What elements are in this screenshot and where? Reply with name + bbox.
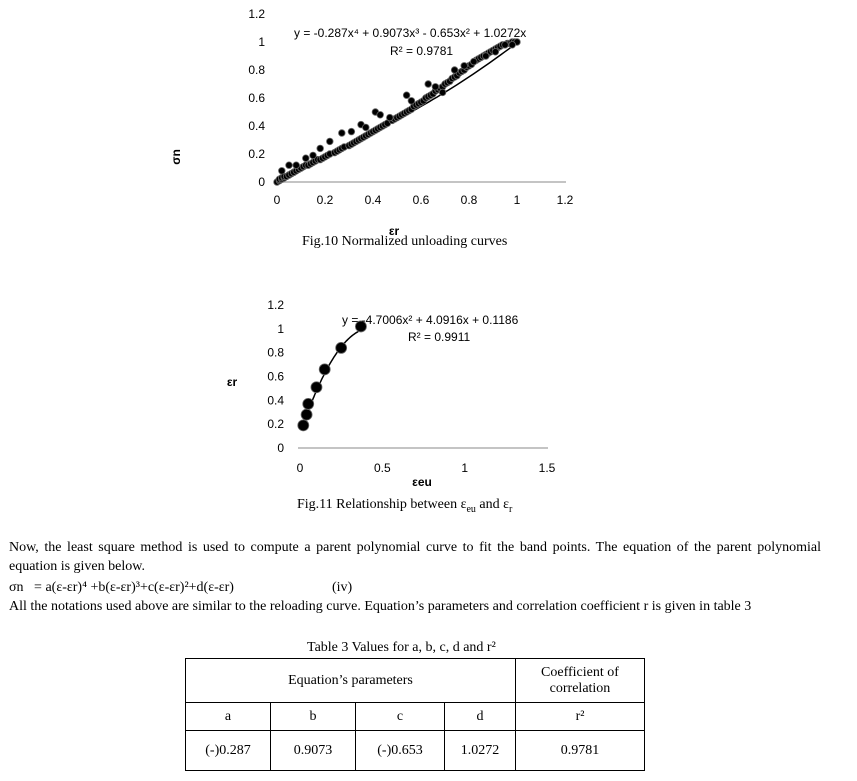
fig11-x-axis-label: εeu	[412, 475, 432, 489]
equation-number: (iv)	[332, 580, 353, 595]
fig11-r2: R² = 0.9911	[408, 330, 471, 344]
f11-xtick-label: 0	[296, 461, 304, 475]
f11-xtick-label: 1	[461, 461, 469, 475]
f11-data-point	[336, 342, 347, 353]
fig11-caption-mid: and ε	[475, 497, 509, 512]
fig10-x-axis-label: εr	[388, 224, 400, 238]
f10-data-point	[310, 152, 317, 159]
equation-line	[9, 578, 821, 597]
f10-xtick-label: 0	[273, 193, 281, 207]
f11-xtick-label: 1.5	[538, 461, 556, 475]
table3-header-coef: Coefficient of correlation	[516, 659, 645, 703]
table3-val-b: 0.9073	[271, 731, 356, 771]
f10-ytick-label: 0.8	[248, 63, 265, 77]
f10-data-point	[408, 98, 415, 105]
f10-data-point	[483, 53, 490, 60]
f10-ytick-label: 1.2	[248, 7, 265, 21]
f10-data-point	[387, 114, 394, 121]
f10-data-point	[286, 162, 293, 169]
fig11-points	[298, 321, 367, 431]
table3-val-a: (-)0.287	[186, 731, 271, 771]
table3-val-d: 1.0272	[445, 731, 516, 771]
fig10-y-axis-label: σn	[169, 149, 183, 165]
f11-data-point	[301, 409, 312, 420]
f11-ytick-label: 0.4	[267, 393, 284, 408]
f10-xtick-label: 0.6	[412, 193, 430, 207]
fig11-y-axis-label: εr	[226, 375, 238, 389]
table3-col-c: c	[356, 703, 445, 731]
f11-data-point	[319, 364, 330, 375]
table3-col-d: d	[445, 703, 516, 731]
f10-data-point	[461, 63, 468, 70]
table3-val-c: (-)0.653	[356, 731, 445, 771]
f10-xtick-label: 1.2	[556, 193, 574, 207]
fig10-points	[274, 39, 521, 186]
f11-ytick-label: 0.6	[267, 369, 284, 384]
f10-data-point	[432, 84, 439, 91]
fig11-chart	[220, 295, 580, 495]
table3-header-params: Equation’s parameters	[186, 659, 516, 703]
f11-data-point	[311, 382, 322, 393]
equation-text: σn = a(ε-εr)⁴ +b(ε-εr)³+c(ε-εr)²+d(ε-εr)	[9, 580, 234, 595]
f10-xtick-label: 1	[513, 193, 521, 207]
f10-xtick-label: 0.4	[364, 193, 382, 207]
fig11-y-ticks	[267, 298, 284, 455]
fig10-r2: R² = 0.9781	[390, 44, 454, 58]
fig11-caption-prefix: Fig.11 Relationship between ε	[297, 497, 467, 512]
f10-data-point	[317, 145, 324, 152]
f11-data-point	[303, 398, 314, 409]
paragraph-notations: All the notations used above are similar to the reloading curve. Equation’s parameters and correlation coefficient r is given in table 3	[9, 599, 752, 614]
f10-data-point	[509, 42, 516, 49]
f10-data-point	[439, 89, 446, 96]
f10-ytick-label: 0	[258, 175, 265, 189]
f11-ytick-label: 1	[277, 321, 284, 336]
f10-data-point	[425, 81, 432, 88]
f10-data-point	[502, 42, 509, 49]
fig11-x-ticks	[297, 461, 556, 475]
f10-data-point	[348, 128, 355, 135]
f10-data-point	[471, 58, 478, 65]
f10-ytick-label: 0.6	[248, 91, 265, 105]
f10-data-point	[327, 138, 334, 145]
fig10-y-ticks	[248, 7, 265, 189]
paragraph-least-square: Now, the least square method is used to compute a parent polynomial curve to fit the band points. The equation of the parent polynomial equation is given below.	[9, 540, 821, 574]
fig11-caption-sub-r: r	[509, 503, 513, 515]
f11-xtick-label: 0.5	[373, 461, 391, 475]
f10-ytick-label: 0.2	[248, 147, 265, 161]
f10-ytick-label: 1	[258, 35, 265, 49]
f11-ytick-label: 0.8	[267, 345, 284, 360]
fig10-caption: Fig.10 Normalized unloading curves	[302, 234, 508, 249]
f10-data-point	[403, 92, 410, 99]
f11-ytick-label: 0	[277, 441, 284, 455]
fig11-equation: y = -4.7006x² + 4.0916x + 0.1186	[342, 313, 519, 327]
fig10-x-ticks	[274, 193, 574, 207]
fig10-chart	[160, 0, 600, 240]
f10-data-point	[377, 112, 384, 119]
f10-ytick-label: 0.4	[248, 119, 265, 133]
f10-data-point	[492, 49, 499, 56]
f10-data-point	[279, 168, 286, 175]
table3-col-a: a	[186, 703, 271, 731]
table3-col-b: b	[271, 703, 356, 731]
f11-ytick-label: 0.2	[267, 417, 284, 432]
fig11-caption-sub-eu: eu	[466, 503, 476, 515]
fig11-caption	[297, 497, 512, 515]
table3-col-r2: r²	[516, 703, 645, 731]
f11-ytick-label: 1.2	[267, 298, 284, 312]
table3-val-r2: 0.9781	[516, 731, 645, 771]
fig10-equation: y = -0.287x⁴ + 0.9073x³ - 0.653x² + 1.0272x	[294, 26, 527, 40]
f10-data-point	[293, 162, 300, 169]
f11-data-point	[298, 420, 309, 431]
f10-data-point	[303, 155, 310, 162]
f10-data-point	[363, 124, 370, 131]
fig11-trendline	[303, 330, 361, 424]
table3	[185, 658, 645, 771]
table3-caption: Table 3 Values for a, b, c, d and r²	[307, 640, 496, 655]
f10-data-point	[451, 67, 458, 74]
f10-data-point	[339, 130, 346, 137]
f10-xtick-label: 0.2	[316, 193, 334, 207]
f10-xtick-label: 0.8	[460, 193, 478, 207]
